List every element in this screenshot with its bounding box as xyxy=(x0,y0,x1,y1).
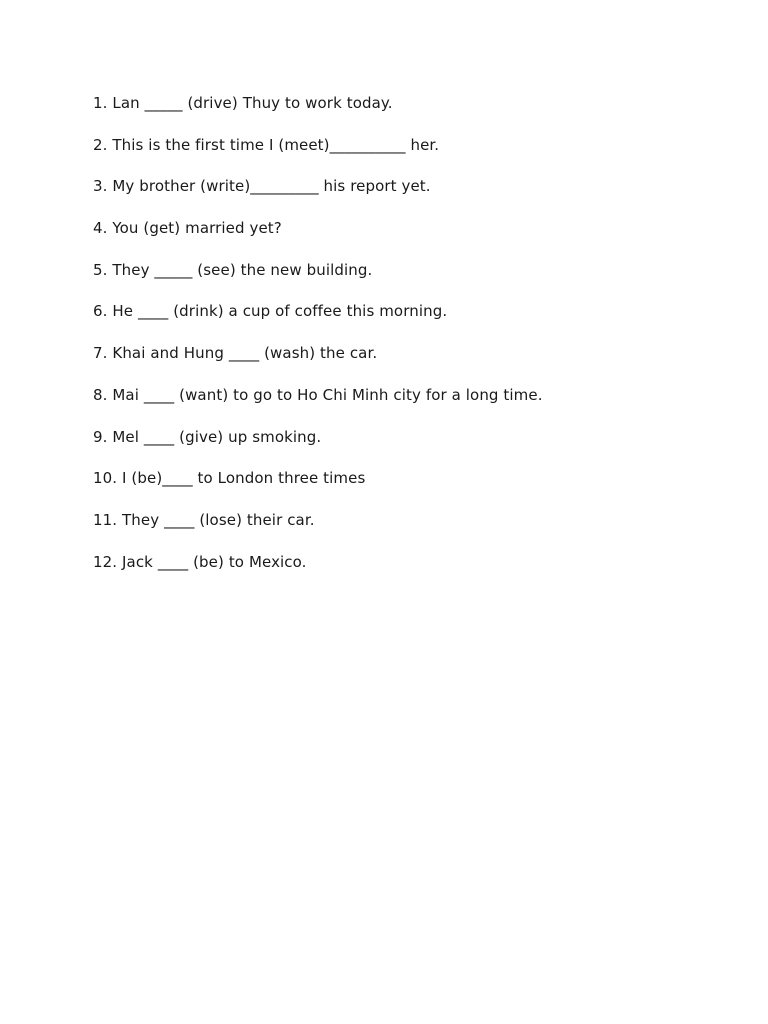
exercise-item-12: 12. Jack ____ (be) to Mexico. xyxy=(93,552,307,571)
exercise-list xyxy=(93,93,733,593)
exercise-item-3: 3. My brother (write)_________ his report yet. xyxy=(93,177,431,196)
exercise-item-1: 1. Lan _____ (drive) Thuy to work today. xyxy=(93,94,393,112)
exercise-item-6: 6. He ____ (drink) a cup of coffee this morning. xyxy=(93,302,448,321)
exercise-item-8: 8. Mai ____ (want) to go to Ho Chi Minh city for a long time. xyxy=(93,385,543,404)
exercise-item-11: 11. They ____ (lose) their car. xyxy=(93,510,315,529)
exercise-item-9: 9. Mel ____ (give) up smoking. xyxy=(93,427,322,446)
exercise-item-10: 10. I (be)____ to London three times xyxy=(93,469,366,488)
exercise-item-7: 7. Khai and Hung ____ (wash) the car. xyxy=(93,344,378,363)
exercise-item-5: 5. They _____ (see) the new building. xyxy=(93,260,373,279)
exercise-item-2: 2. This is the first time I (meet)__________ her. xyxy=(93,135,440,154)
exercise-item-4: 4. You (get) married yet? xyxy=(93,219,282,238)
